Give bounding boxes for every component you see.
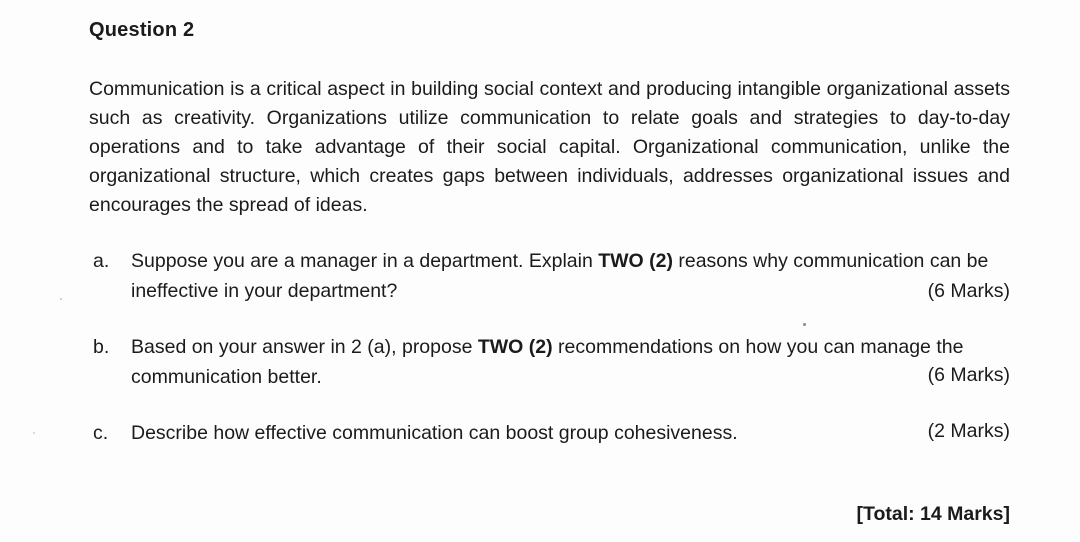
emphasis: TWO (2) (598, 250, 673, 272)
scan-speck (33, 432, 35, 434)
scan-speck (60, 298, 62, 300)
marks-label: (6 Marks) (927, 280, 1010, 302)
marks-label: (6 Marks) (927, 364, 1010, 386)
sub-question-letter: b. (93, 336, 110, 358)
sub-question-text: Based on your answer in 2 (a), propose TWO (2) recommendations on how you can manage the communication better. (131, 336, 964, 388)
question-intro: Communication is a critical aspect in building social context and producing intangible organizational assets such as creativity. Organizations utilize communication to relate goals and strategies to day-to-day operations and to take advantage of their social capital. Organizational communication, unlike the organizational structure, which creates gaps between individuals, addresses organizational issues and encourages the spread of ideas. (89, 78, 1010, 216)
sub-question-text: Describe how effective communication can boost group cohesiveness. (131, 422, 738, 444)
sub-question-letter: c. (93, 422, 109, 444)
marks-label: (2 Marks) (927, 420, 1010, 442)
total-marks: [Total: 14 Marks] (856, 503, 1010, 525)
sub-question-text: Suppose you are a manager in a department. Explain TWO (2) reasons why communication can be ineffective in your department? (131, 250, 989, 302)
emphasis: TWO (2) (477, 336, 553, 358)
question-title: Question 2 (89, 19, 195, 41)
sub-question-letter: a. (93, 250, 110, 272)
scan-speck (803, 323, 806, 326)
